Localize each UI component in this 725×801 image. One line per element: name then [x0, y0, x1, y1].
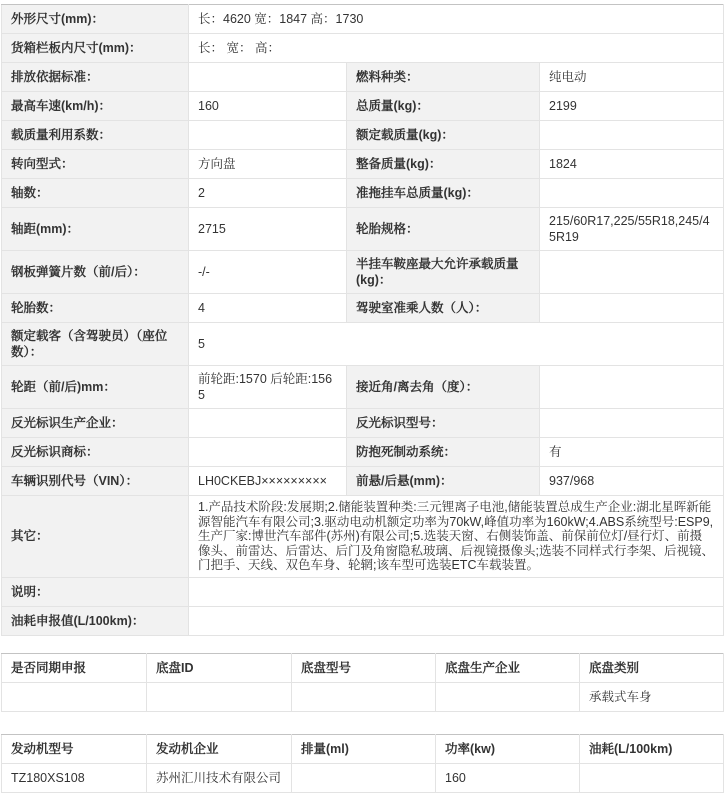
spec-value	[540, 121, 724, 150]
spec-value: 有	[540, 438, 724, 467]
spec-label: 前悬/后悬(mm)：	[347, 467, 540, 496]
engine-column-header: 发动机企业	[147, 734, 292, 763]
spec-label: 轮距（前/后)mm：	[2, 366, 189, 409]
chassis-column-header: 底盘类别	[580, 653, 724, 682]
spec-label: 车辆识别代号（VIN）：	[2, 467, 189, 496]
spec-row	[2, 208, 724, 251]
engine-table-cell: 苏州汇川技术有限公司	[147, 763, 292, 792]
spec-row	[2, 606, 724, 635]
spec-label: 反光标识型号：	[347, 409, 540, 438]
spec-value: 1.产品技术阶段:发展期;2.储能装置种类:三元锂离子电池,储能装置总成生产企业:湖北星晖新能源智能汽车有限公司;3.驱动电动机额定功率为70kW,峰值功率为160kW;4.ABS系统型号:ESP9,生产厂家:博世汽车部件(苏州)有限公司;5.选装天窗、右侧装饰盖、前保前位灯/昼行灯、前摄像头、前雷达、后雷达、后门及角窗隐私玻璃、后视镜摄像头;选装不同样式行李架、后视镜、门把手、天线、双色车身、轮辋;该车型可选装ETC车载装置。	[189, 496, 724, 578]
spec-row	[2, 409, 724, 438]
spec-label: 燃料种类：	[347, 63, 540, 92]
spec-row	[2, 467, 724, 496]
chassis-table-row	[2, 682, 724, 711]
spec-row	[2, 92, 724, 121]
engine-table-cell	[292, 763, 436, 792]
chassis-header-row	[2, 653, 724, 682]
engine-table	[1, 734, 724, 793]
spec-value: -/-	[189, 251, 347, 294]
spec-row	[2, 294, 724, 323]
spec-value: LH0CKEBJ×××××××××	[189, 467, 347, 496]
chassis-table-cell: 承载式车身	[580, 682, 724, 711]
spec-label: 反光标识商标：	[2, 438, 189, 467]
spec-row	[2, 179, 724, 208]
spec-label: 轴距(mm)：	[2, 208, 189, 251]
chassis-table-body	[2, 682, 724, 711]
engine-table-header	[2, 734, 724, 763]
spec-label: 防抱死制动系统：	[347, 438, 540, 467]
spec-label: 准拖挂车总质量(kg)：	[347, 179, 540, 208]
engine-column-header: 功率(kw)	[436, 734, 580, 763]
engine-column-header: 发动机型号	[2, 734, 147, 763]
spec-row	[2, 63, 724, 92]
spec-value	[189, 606, 724, 635]
chassis-column-header: 底盘生产企业	[436, 653, 580, 682]
spec-value: 2199	[540, 92, 724, 121]
chassis-table	[1, 653, 724, 712]
spec-value: 160	[189, 92, 347, 121]
spec-value	[540, 251, 724, 294]
spec-value: 长： 宽： 高：	[189, 34, 724, 63]
spec-value: 方向盘	[189, 150, 347, 179]
spec-row	[2, 577, 724, 606]
main-spec-table	[1, 4, 724, 636]
engine-table-body	[2, 763, 724, 792]
spec-label: 外形尺寸(mm)：	[2, 5, 189, 34]
chassis-column-header: 底盘型号	[292, 653, 436, 682]
spec-row	[2, 366, 724, 409]
spec-label: 轴数：	[2, 179, 189, 208]
spec-row	[2, 121, 724, 150]
spec-value: 2	[189, 179, 347, 208]
spec-value: 长：4620 宽：1847 高：1730	[189, 5, 724, 34]
spec-value: 215/60R17,225/55R18,245/45R19	[540, 208, 724, 251]
spec-value	[540, 179, 724, 208]
chassis-column-header: 底盘ID	[147, 653, 292, 682]
spec-label: 钢板弹簧片数（前/后）：	[2, 251, 189, 294]
spec-label: 接近角/离去角（度）：	[347, 366, 540, 409]
engine-column-header: 油耗(L/100km)	[580, 734, 724, 763]
spec-row	[2, 496, 724, 578]
chassis-column-header: 是否同期申报	[2, 653, 147, 682]
spec-value: 4	[189, 294, 347, 323]
spec-label: 其它：	[2, 496, 189, 578]
spec-label: 货箱栏板内尺寸(mm)：	[2, 34, 189, 63]
engine-table-cell: TZ180XS108	[2, 763, 147, 792]
spec-label: 最高车速(km/h)：	[2, 92, 189, 121]
engine-column-header: 排量(ml)	[292, 734, 436, 763]
spec-label: 油耗申报值(L/100km)：	[2, 606, 189, 635]
spec-label: 额定载客（含驾驶员）（座位数）：	[2, 323, 189, 366]
spec-value	[189, 121, 347, 150]
spec-value: 937/968	[540, 467, 724, 496]
spec-value: 1824	[540, 150, 724, 179]
spec-value: 2715	[189, 208, 347, 251]
spec-label: 轮胎规格：	[347, 208, 540, 251]
spec-value	[189, 409, 347, 438]
spec-label: 总质量(kg)：	[347, 92, 540, 121]
spec-label: 额定载质量(kg)：	[347, 121, 540, 150]
chassis-table-cell	[436, 682, 580, 711]
spec-value	[189, 63, 347, 92]
spec-value	[189, 438, 347, 467]
spec-label: 驾驶室准乘人数（人）：	[347, 294, 540, 323]
spec-value: 前轮距:1570 后轮距:1565	[189, 366, 347, 409]
spec-label: 半挂车鞍座最大允许承载质量(kg)：	[347, 251, 540, 294]
spec-value	[540, 409, 724, 438]
chassis-table-cell	[2, 682, 147, 711]
spec-value	[540, 294, 724, 323]
engine-header-row	[2, 734, 724, 763]
spec-label: 载质量利用系数：	[2, 121, 189, 150]
spec-label: 转向型式：	[2, 150, 189, 179]
chassis-table-cell	[292, 682, 436, 711]
engine-table-row	[2, 763, 724, 792]
chassis-table-cell	[147, 682, 292, 711]
spec-row	[2, 251, 724, 294]
spec-label: 反光标识生产企业：	[2, 409, 189, 438]
engine-table-cell	[580, 763, 724, 792]
spec-row	[2, 5, 724, 34]
spec-row	[2, 34, 724, 63]
spec-value	[540, 366, 724, 409]
chassis-table-header	[2, 653, 724, 682]
spec-value	[189, 577, 724, 606]
spec-value: 5	[189, 323, 724, 366]
spec-value: 纯电动	[540, 63, 724, 92]
spec-row	[2, 150, 724, 179]
spec-row	[2, 323, 724, 366]
spec-label: 排放依据标准：	[2, 63, 189, 92]
engine-table-cell: 160	[436, 763, 580, 792]
spec-label: 整备质量(kg)：	[347, 150, 540, 179]
spec-label: 说明：	[2, 577, 189, 606]
spec-label: 轮胎数：	[2, 294, 189, 323]
main-spec-table-body	[2, 5, 724, 636]
spec-row	[2, 438, 724, 467]
